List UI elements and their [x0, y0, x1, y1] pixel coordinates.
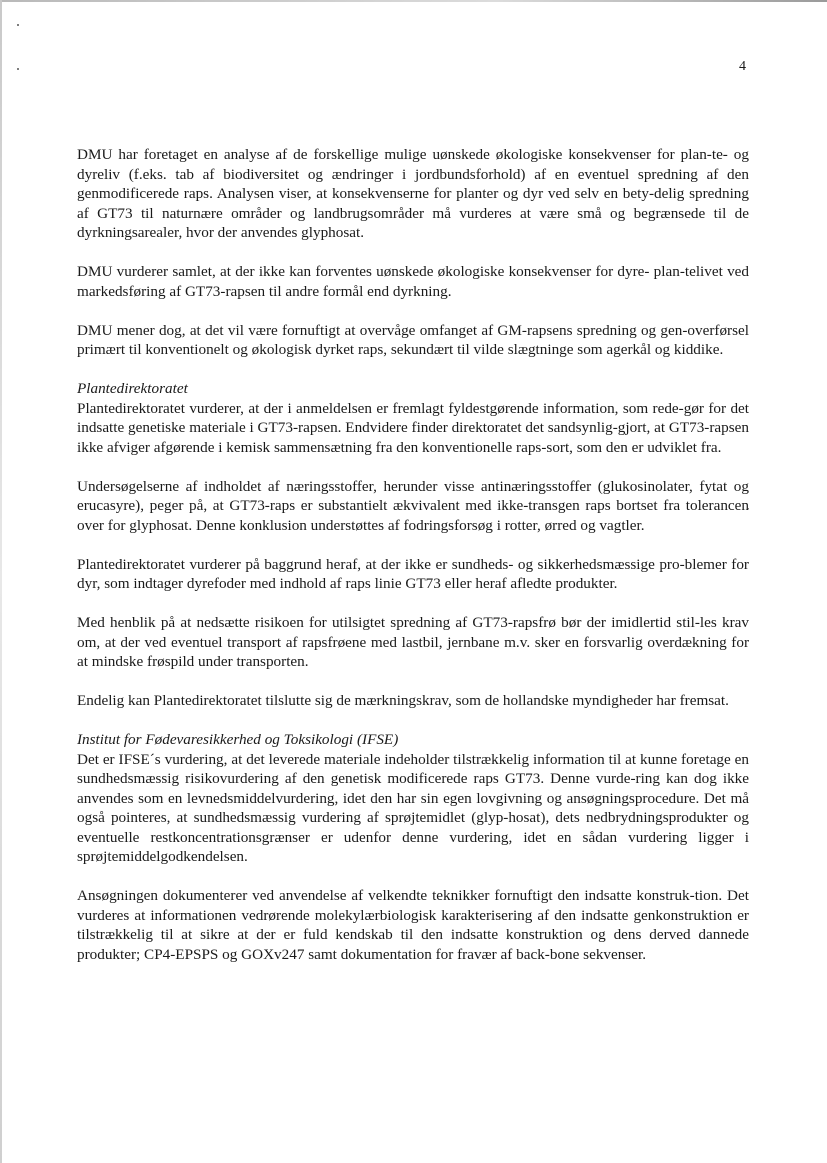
paragraph-plantedirektoratet-feed-safety: Plantedirektoratet vurderer på baggrund heraf, at der ikke er sundheds- og sikkerhedsmæssige pro-blemer for dyr, som indtager dyrefoder med indhold af raps linie GT73 eller heraf afledte produkter.	[77, 555, 749, 592]
section-heading-ifse: Institut for Fødevaresikkerhed og Toksikologi (IFSE)	[77, 731, 399, 748]
paragraph-plantedirektoratet-transport: Med henblik på at nedsætte risikoen for utilsigtet spredning af GT73-rapsfrø bør der imidlertid stil-les krav om, at der ved eventuel transport af rapsfrøene med lastbil, jernbane m.v. sker en forsvarlig overdækning for at mindske frøspild under transporten.	[77, 614, 749, 670]
paragraph-plantedirektoratet-labelling: Endelig kan Plantedirektoratet tilslutte sig de mærkningskrav, som de hollandske myndigheder har fremsat.	[77, 692, 729, 709]
section-heading-plantedirektoratet: Plantedirektoratet	[77, 380, 188, 397]
scan-speck	[17, 24, 19, 26]
paragraph-dmu-overall: DMU vurderer samlet, at der ikke kan forventes uønskede økologiske konsekvenser for dyre- plan-telivet ved markedsføring af GT73-rapsen til andre formål end dyrkning.	[77, 263, 749, 300]
scan-edge-top	[0, 0, 827, 2]
paragraph-dmu-analysis: DMU har foretaget en analyse af de forskellige mulige uønskede økologiske konsekvenser for plan-te- og dyreliv (f.eks. tab af biodiversitet og ændringer i jordbundsforhold) af en eventuel spredning af den genmodificerede raps. Analysen viser, at konsekvenserne for planter og dyr ved selv en bety-delig spredning af GT73 til naturnære områder og landbrugsområder må vurderes at være små og begrænsede til de dyrkningsarealer, hvor der anvendes glyphosat.	[77, 146, 749, 241]
scan-edge-left	[0, 0, 2, 1163]
document-body	[77, 145, 749, 984]
paragraph-plantedirektoratet-nutrients: Undersøgelserne af indholdet af næringsstoffer, herunder visse antinæringsstoffer (glukosinolater, fytat og erucasyre), peger på, at GT73-raps er substantielt ækvivalent med ikke-transgen raps bortset fra tolerancen over for glyphosat. Denne konklusion understøttes af fodringsforsøg i rotter, ørred og vagtler.	[77, 477, 749, 534]
paragraph-ifse-assessment: Det er IFSE´s vurdering, at det leverede materiale indeholder tilstrækkelig information til at kunne foretage en sundhedsmæssig risikovurdering af den genetisk modificerede raps GT73. Denne vurde-ring kan dog ikke anvendes som en levnedsmiddelvurdering, idet den har sin egen lovgivning og ansøgningsprocedure. Det må også pointeres, at sundhedsmæssig vurdering af sprøjtemidlet (glyp-hosat), dets nedbrydningsprodukter og eventuelle restkoncentrationsgrænser er udenfor denne vurdering, idet en sådan vurdering ligger i sprøjtemiddelgodkendelsen.	[77, 750, 749, 865]
scan-speck	[17, 68, 19, 70]
paragraph-ifse-construct: Ansøgningen dokumenterer ved anvendelse af velkendte teknikker fornuftigt den indsatte konstruk-tion. Det vurderes at informationen vedrørende molekylærbiologisk karakterisering af den indsatte genkonstruktion er tilstrækkelig til at sikre at der er fuld kendskab til den indsatte konstruktion og dens derved dannede produkter; CP4-EPSPS og GOXv247 samt dokumentation for fravær af back-bone sekvenser.	[77, 887, 749, 963]
page-number: 4	[739, 59, 746, 74]
paragraph-dmu-monitoring: DMU mener dog, at det vil være fornuftigt at overvåge omfanget af GM-rapsens spredning og gen-overførsel primært til konventionelt og økologisk dyrket raps, sekundært til vilde slægtninge som agerkål og kiddike.	[77, 321, 749, 358]
paragraph-plantedirektoratet-information: Plantedirektoratet vurderer, at der i anmeldelsen er fremlagt fyldestgørende information, som rede-gør for det indsatte genetiske materiale i GT73-rapsen. Endvidere finder direktoratet det sandsynlig-gjort, at GT73-rapsen ikke afviger afgørende i kemisk sammensætning fra den konventionelle raps-sort, som den er udviklet fra.	[77, 399, 749, 456]
